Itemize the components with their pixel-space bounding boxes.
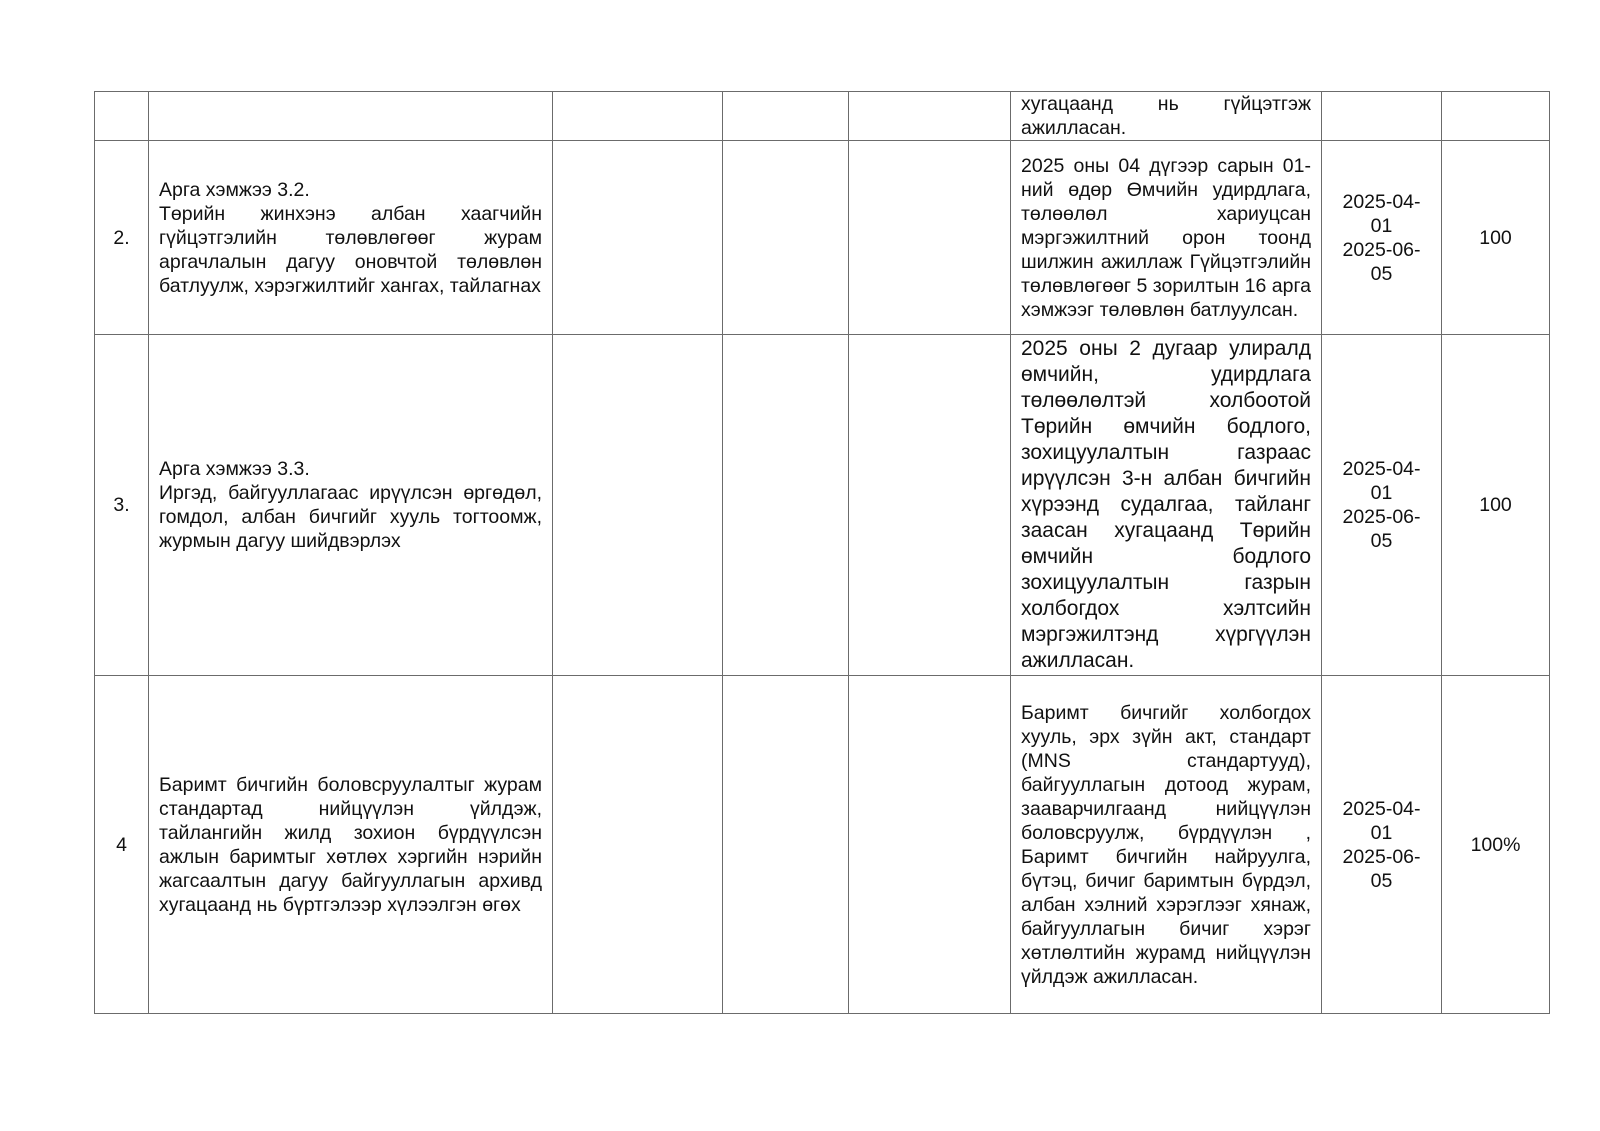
end-date: 2025-06-05 xyxy=(1342,238,1421,285)
report-cell: Баримт бичгийг холбогдох хууль, эрх зүйн акт, стандарт (MNS стандартууд), байгууллагын дотоод журам, зааварчилгаанд нийцүүлэн боловсруулж, бүрдүүлэн , Баримт бичгийн найруулга, бүтэц, бичиг баримтын бүрдэл, албан хэлний хэрэглээг хянаж, байгууллагын бичиг хэрэг хөтлөлтийн журамд нийцүүлэн үйлдэж ажилласан. xyxy=(1011,676,1322,1014)
row-number-cell: 2. xyxy=(95,141,149,335)
row-number-cell: 3. xyxy=(95,335,149,676)
dates-cell xyxy=(1322,335,1442,676)
table-row xyxy=(95,141,1550,335)
empty-cell xyxy=(553,141,723,335)
task-text: Иргэд, байгууллагаас ирүүлсэн өргөдөл, гомдол, албан бичгийг хууль тогтоомж, журмын дагуу шийдвэрлэх xyxy=(159,482,542,552)
task-title: Арга хэмжээ 3.3. xyxy=(159,458,310,480)
task-cell xyxy=(149,92,553,141)
start-date: 2025-04-01 xyxy=(1342,458,1421,504)
dates-cell xyxy=(1322,92,1442,141)
percent-cell: 100% xyxy=(1442,676,1550,1014)
percent-cell: 100 xyxy=(1442,141,1550,335)
row-number-cell xyxy=(95,92,149,141)
percent-cell xyxy=(1442,92,1550,141)
empty-cell xyxy=(553,676,723,1014)
table-row xyxy=(95,92,1550,141)
dates-cell xyxy=(1322,141,1442,335)
empty-cell xyxy=(849,141,1011,335)
percent-cell: 100 xyxy=(1442,335,1550,676)
task-text: Баримт бичгийн боловсруулалтыг журам стандартад нийцүүлэн үйлдэж, тайлангийн жилд зохион бүрдүүлсэн ажлын баримтыг хөтлөх хэргийн нэрийн жагсаалтын дагуу байгууллагын архивд хугацаанд нь бүртгэлээр хүлээлгэн өгөх xyxy=(159,773,542,916)
task-title: Арга хэмжээ 3.2. xyxy=(159,178,310,201)
empty-cell xyxy=(849,676,1011,1014)
end-date: 2025-06-05 xyxy=(1342,845,1421,892)
start-date: 2025-04-01 xyxy=(1342,797,1421,844)
empty-cell xyxy=(723,335,849,676)
start-date: 2025-04-01 xyxy=(1342,190,1421,237)
task-cell xyxy=(149,335,553,676)
report-cell: хугацаанд нь гүйцэтгэж ажилласан. xyxy=(1011,92,1322,141)
report-cell: 2025 оны 2 дугаар улиралд өмчийн, удирдлага төлөөлөлтэй холбоотой Төрийн өмчийн бодлого, зохицуулалтын газраас ирүүлсэн 3-н албан бичгийн хүрээнд судалгаа, тайланг заасан хугацаанд Төрийн өмчийн бодлого зохицуулалтын газрын холбогдох хэлтсийн мэргэжилтэнд хүргүүлэн ажилласан. xyxy=(1011,335,1322,676)
table-row xyxy=(95,335,1550,676)
report-cell: 2025 оны 04 дүгээр сарын 01-ний өдөр Өмчийн удирдлага, төлөөлөл хариуцсан мэргэжилтний орон тоонд шилжин ажиллаж Гүйцэтгэлийн төлөвлөгөөг 5 зорилтын 16 арга хэмжээг төлөвлөн батлуулсан. xyxy=(1011,141,1322,335)
task-cell xyxy=(149,141,553,335)
empty-cell xyxy=(553,335,723,676)
empty-cell xyxy=(849,335,1011,676)
empty-cell xyxy=(553,92,723,141)
empty-cell xyxy=(723,676,849,1014)
end-date: 2025-06-05 xyxy=(1342,506,1421,552)
empty-cell xyxy=(723,141,849,335)
row-number-cell: 4 xyxy=(95,676,149,1014)
table-row xyxy=(95,676,1550,1014)
dates-cell xyxy=(1322,676,1442,1014)
empty-cell xyxy=(849,92,1011,141)
task-cell xyxy=(149,676,553,1014)
task-text: Төрийн жинхэнэ албан хаагчийн гүйцэтгэлийн төлөвлөгөөг журам аргачлалын дагуу оновчтой төлөвлөн батлуулж, хэрэгжилтийг хангах, тайлагнах xyxy=(159,202,542,297)
plan-report-table xyxy=(94,91,1550,1014)
empty-cell xyxy=(723,92,849,141)
